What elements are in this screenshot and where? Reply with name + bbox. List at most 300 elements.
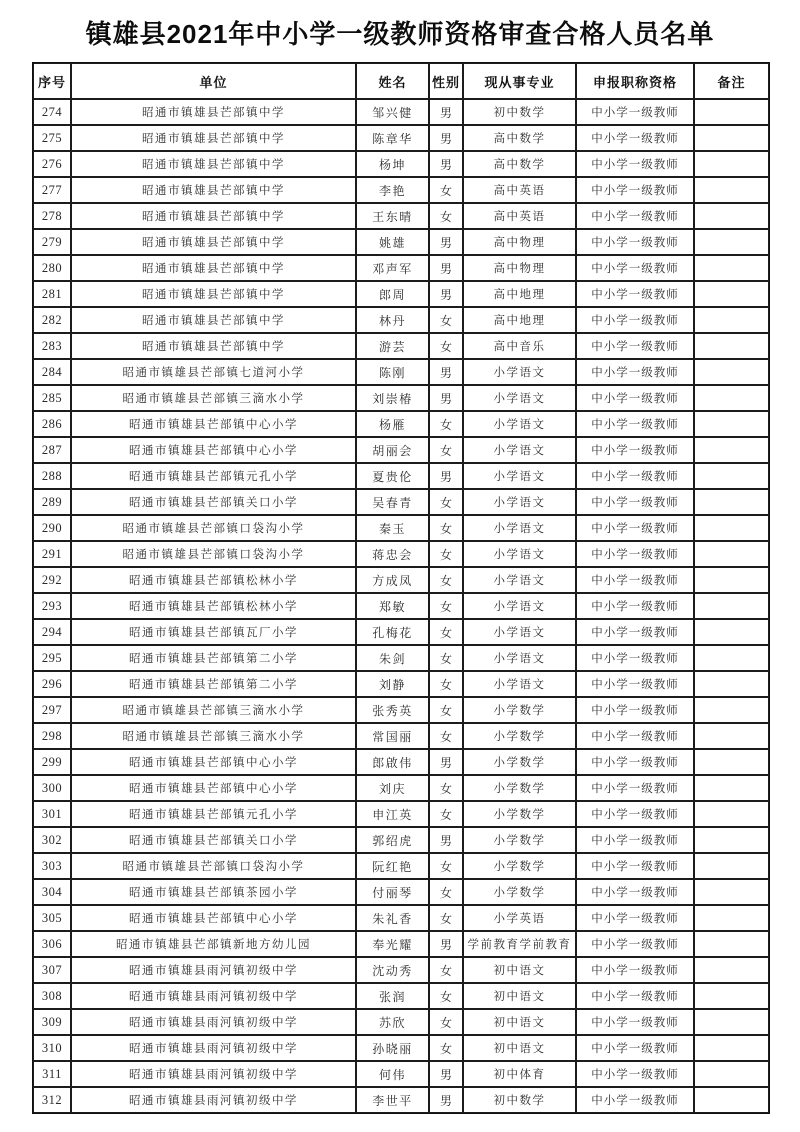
- seq-cell: 287: [33, 437, 71, 463]
- qualification-cell: 中小学一级教师: [576, 775, 694, 801]
- gender-cell: 女: [429, 515, 463, 541]
- page-title: 镇雄县2021年中小学一级教师资格审查合格人员名单: [85, 19, 715, 49]
- column-header-seq: 序号: [33, 63, 71, 99]
- gender-cell: 女: [429, 879, 463, 905]
- specialty-cell: 初中语文: [463, 1035, 576, 1061]
- name-cell: 郑敏: [356, 593, 429, 619]
- seq-cell: 311: [33, 1061, 71, 1087]
- seq-cell: 286: [33, 411, 71, 437]
- name-cell: 常国丽: [356, 723, 429, 749]
- name-cell: 夏贵伦: [356, 463, 429, 489]
- qualification-cell: 中小学一级教师: [576, 463, 694, 489]
- table-row: [33, 99, 769, 125]
- gender-cell: 男: [429, 385, 463, 411]
- column-header-remark: 备注: [694, 63, 769, 99]
- name-cell: 邓声军: [356, 255, 429, 281]
- qualification-cell: 中小学一级教师: [576, 567, 694, 593]
- remark-cell: [694, 931, 769, 957]
- remark-cell: [694, 489, 769, 515]
- qualification-cell: 中小学一级教师: [576, 645, 694, 671]
- gender-cell: 女: [429, 333, 463, 359]
- seq-cell: 283: [33, 333, 71, 359]
- specialty-cell: 小学语文: [463, 359, 576, 385]
- qualification-cell: 中小学一级教师: [576, 983, 694, 1009]
- gender-cell: 女: [429, 307, 463, 333]
- seq-cell: 297: [33, 697, 71, 723]
- qualification-cell: 中小学一级教师: [576, 229, 694, 255]
- unit-cell: 昭通市镇雄县芒部镇中心小学: [71, 905, 356, 931]
- qualification-cell: 中小学一级教师: [576, 905, 694, 931]
- unit-cell: 昭通市镇雄县雨河镇初级中学: [71, 1009, 356, 1035]
- name-cell: 刘崇椿: [356, 385, 429, 411]
- unit-cell: 昭通市镇雄县芒部镇中学: [71, 177, 356, 203]
- table-row: [33, 151, 769, 177]
- gender-cell: 女: [429, 541, 463, 567]
- specialty-cell: 初中数学: [463, 1087, 576, 1113]
- qualification-cell: 中小学一级教师: [576, 177, 694, 203]
- gender-cell: 女: [429, 203, 463, 229]
- remark-cell: [694, 1035, 769, 1061]
- gender-cell: 女: [429, 853, 463, 879]
- remark-cell: [694, 983, 769, 1009]
- table-row: [33, 905, 769, 931]
- seq-cell: 279: [33, 229, 71, 255]
- gender-cell: 男: [429, 827, 463, 853]
- seq-cell: 303: [33, 853, 71, 879]
- specialty-cell: 高中物理: [463, 229, 576, 255]
- gender-cell: 男: [429, 1061, 463, 1087]
- qualification-cell: 中小学一级教师: [576, 1087, 694, 1113]
- name-cell: 孙晓丽: [356, 1035, 429, 1061]
- unit-cell: 昭通市镇雄县芒部镇中心小学: [71, 437, 356, 463]
- name-cell: 朱礼香: [356, 905, 429, 931]
- name-cell: 何伟: [356, 1061, 429, 1087]
- specialty-cell: 小学语文: [463, 619, 576, 645]
- specialty-cell: 小学语文: [463, 567, 576, 593]
- name-cell: 陈刚: [356, 359, 429, 385]
- unit-cell: 昭通市镇雄县芒部镇松林小学: [71, 567, 356, 593]
- qualification-cell: 中小学一级教师: [576, 307, 694, 333]
- table-row: [33, 125, 769, 151]
- gender-cell: 女: [429, 723, 463, 749]
- unit-cell: 昭通市镇雄县芒部镇松林小学: [71, 593, 356, 619]
- name-cell: 李艳: [356, 177, 429, 203]
- name-cell: 张秀英: [356, 697, 429, 723]
- name-cell: 方成凤: [356, 567, 429, 593]
- unit-cell: 昭通市镇雄县雨河镇初级中学: [71, 1061, 356, 1087]
- table-row: [33, 879, 769, 905]
- table-row: [33, 203, 769, 229]
- qualification-cell: 中小学一级教师: [576, 281, 694, 307]
- gender-cell: 女: [429, 957, 463, 983]
- table-row: [33, 1061, 769, 1087]
- table-row: [33, 359, 769, 385]
- unit-cell: 昭通市镇雄县芒部镇三滴水小学: [71, 385, 356, 411]
- unit-cell: 昭通市镇雄县雨河镇初级中学: [71, 1087, 356, 1113]
- qualification-cell: 中小学一级教师: [576, 125, 694, 151]
- qualification-cell: 中小学一级教师: [576, 385, 694, 411]
- qualification-cell: 中小学一级教师: [576, 723, 694, 749]
- remark-cell: [694, 853, 769, 879]
- gender-cell: 男: [429, 255, 463, 281]
- specialty-cell: 小学数学: [463, 775, 576, 801]
- seq-cell: 306: [33, 931, 71, 957]
- specialty-cell: 高中数学: [463, 125, 576, 151]
- table-row: [33, 437, 769, 463]
- unit-cell: 昭通市镇雄县芒部镇关口小学: [71, 827, 356, 853]
- table-row: [33, 541, 769, 567]
- remark-cell: [694, 255, 769, 281]
- name-cell: 陈章华: [356, 125, 429, 151]
- remark-cell: [694, 99, 769, 125]
- gender-cell: 男: [429, 229, 463, 255]
- gender-cell: 男: [429, 125, 463, 151]
- gender-cell: 男: [429, 1087, 463, 1113]
- seq-cell: 304: [33, 879, 71, 905]
- specialty-cell: 小学语文: [463, 645, 576, 671]
- table-row: [33, 983, 769, 1009]
- unit-cell: 昭通市镇雄县芒部镇中学: [71, 151, 356, 177]
- unit-cell: 昭通市镇雄县芒部镇第二小学: [71, 645, 356, 671]
- table-row: [33, 645, 769, 671]
- remark-cell: [694, 645, 769, 671]
- specialty-cell: 小学语文: [463, 385, 576, 411]
- specialty-cell: 高中地理: [463, 307, 576, 333]
- specialty-cell: 小学语文: [463, 437, 576, 463]
- remark-cell: [694, 723, 769, 749]
- unit-cell: 昭通市镇雄县芒部镇关口小学: [71, 489, 356, 515]
- table-row: [33, 255, 769, 281]
- name-cell: 李世平: [356, 1087, 429, 1113]
- gender-cell: 女: [429, 567, 463, 593]
- qualification-cell: 中小学一级教师: [576, 827, 694, 853]
- remark-cell: [694, 515, 769, 541]
- seq-cell: 282: [33, 307, 71, 333]
- column-header-qualification: 申报职称资格: [576, 63, 694, 99]
- specialty-cell: 小学数学: [463, 853, 576, 879]
- remark-cell: [694, 1087, 769, 1113]
- qualification-cell: 中小学一级教师: [576, 411, 694, 437]
- gender-cell: 女: [429, 1035, 463, 1061]
- column-header-specialty: 现从事专业: [463, 63, 576, 99]
- seq-cell: 284: [33, 359, 71, 385]
- qualification-cell: 中小学一级教师: [576, 1035, 694, 1061]
- remark-cell: [694, 801, 769, 827]
- qualification-cell: 中小学一级教师: [576, 333, 694, 359]
- seq-cell: 280: [33, 255, 71, 281]
- gender-cell: 男: [429, 931, 463, 957]
- remark-cell: [694, 593, 769, 619]
- gender-cell: 女: [429, 619, 463, 645]
- specialty-cell: 小学英语: [463, 905, 576, 931]
- column-header-name: 姓名: [356, 63, 429, 99]
- gender-cell: 女: [429, 801, 463, 827]
- specialty-cell: 小学语文: [463, 411, 576, 437]
- name-cell: 胡丽会: [356, 437, 429, 463]
- unit-cell: 昭通市镇雄县雨河镇初级中学: [71, 1035, 356, 1061]
- remark-cell: [694, 177, 769, 203]
- name-cell: 奉光耀: [356, 931, 429, 957]
- table-row: [33, 489, 769, 515]
- unit-cell: 昭通市镇雄县芒部镇中学: [71, 255, 356, 281]
- remark-cell: [694, 541, 769, 567]
- seq-cell: 296: [33, 671, 71, 697]
- seq-cell: 278: [33, 203, 71, 229]
- table-row: [33, 619, 769, 645]
- seq-cell: 310: [33, 1035, 71, 1061]
- name-cell: 秦玉: [356, 515, 429, 541]
- remark-cell: [694, 203, 769, 229]
- specialty-cell: 小学数学: [463, 879, 576, 905]
- name-cell: 游芸: [356, 333, 429, 359]
- gender-cell: 男: [429, 463, 463, 489]
- name-cell: 王东晴: [356, 203, 429, 229]
- specialty-cell: 初中体育: [463, 1061, 576, 1087]
- qualification-cell: 中小学一级教师: [576, 749, 694, 775]
- name-cell: 林丹: [356, 307, 429, 333]
- qualification-cell: 中小学一级教师: [576, 151, 694, 177]
- specialty-cell: 小学语文: [463, 593, 576, 619]
- name-cell: 沈动秀: [356, 957, 429, 983]
- gender-cell: 女: [429, 411, 463, 437]
- remark-cell: [694, 385, 769, 411]
- remark-cell: [694, 619, 769, 645]
- specialty-cell: 小学数学: [463, 827, 576, 853]
- unit-cell: 昭通市镇雄县芒部镇元孔小学: [71, 463, 356, 489]
- specialty-cell: 高中数学: [463, 151, 576, 177]
- qualification-cell: 中小学一级教师: [576, 203, 694, 229]
- table-row: [33, 593, 769, 619]
- qualified-personnel-table: [32, 62, 770, 1114]
- table-row: [33, 177, 769, 203]
- table-row: [33, 333, 769, 359]
- qualification-cell: 中小学一级教师: [576, 619, 694, 645]
- remark-cell: [694, 463, 769, 489]
- qualification-cell: 中小学一级教师: [576, 671, 694, 697]
- table-row: [33, 749, 769, 775]
- table-row: [33, 697, 769, 723]
- remark-cell: [694, 307, 769, 333]
- unit-cell: 昭通市镇雄县芒部镇口袋沟小学: [71, 515, 356, 541]
- gender-cell: 男: [429, 151, 463, 177]
- remark-cell: [694, 333, 769, 359]
- unit-cell: 昭通市镇雄县芒部镇中学: [71, 99, 356, 125]
- qualification-cell: 中小学一级教师: [576, 879, 694, 905]
- specialty-cell: 初中数学: [463, 99, 576, 125]
- qualification-cell: 中小学一级教师: [576, 853, 694, 879]
- qualification-cell: 中小学一级教师: [576, 957, 694, 983]
- specialty-cell: 小学语文: [463, 671, 576, 697]
- table-row: [33, 1087, 769, 1113]
- name-cell: 吴春青: [356, 489, 429, 515]
- specialty-cell: 小学语文: [463, 489, 576, 515]
- remark-cell: [694, 1061, 769, 1087]
- seq-cell: 301: [33, 801, 71, 827]
- seq-cell: 305: [33, 905, 71, 931]
- name-cell: 阮红艳: [356, 853, 429, 879]
- remark-cell: [694, 905, 769, 931]
- seq-cell: 289: [33, 489, 71, 515]
- remark-cell: [694, 151, 769, 177]
- name-cell: 刘庆: [356, 775, 429, 801]
- table-row: [33, 515, 769, 541]
- unit-cell: 昭通市镇雄县芒部镇瓦厂小学: [71, 619, 356, 645]
- unit-cell: 昭通市镇雄县雨河镇初级中学: [71, 983, 356, 1009]
- specialty-cell: 小学语文: [463, 515, 576, 541]
- table-row: [33, 801, 769, 827]
- table-row: [33, 281, 769, 307]
- specialty-cell: 初中语文: [463, 1009, 576, 1035]
- qualification-cell: 中小学一级教师: [576, 437, 694, 463]
- table-header-row: [33, 63, 769, 99]
- remark-cell: [694, 437, 769, 463]
- remark-cell: [694, 281, 769, 307]
- specialty-cell: 初中语文: [463, 957, 576, 983]
- gender-cell: 女: [429, 1009, 463, 1035]
- qualification-cell: 中小学一级教师: [576, 99, 694, 125]
- qualification-cell: 中小学一级教师: [576, 489, 694, 515]
- name-cell: 苏欣: [356, 1009, 429, 1035]
- column-header-unit: 单位: [71, 63, 356, 99]
- seq-cell: 294: [33, 619, 71, 645]
- seq-cell: 299: [33, 749, 71, 775]
- remark-cell: [694, 1009, 769, 1035]
- remark-cell: [694, 567, 769, 593]
- seq-cell: 276: [33, 151, 71, 177]
- seq-cell: 285: [33, 385, 71, 411]
- gender-cell: 女: [429, 593, 463, 619]
- gender-cell: 女: [429, 671, 463, 697]
- specialty-cell: 小学数学: [463, 697, 576, 723]
- name-cell: 蒋忠会: [356, 541, 429, 567]
- specialty-cell: 小学数学: [463, 723, 576, 749]
- table-row: [33, 1035, 769, 1061]
- specialty-cell: 小学数学: [463, 801, 576, 827]
- name-cell: 刘静: [356, 671, 429, 697]
- gender-cell: 男: [429, 99, 463, 125]
- seq-cell: 291: [33, 541, 71, 567]
- specialty-cell: 高中英语: [463, 203, 576, 229]
- remark-cell: [694, 229, 769, 255]
- unit-cell: 昭通市镇雄县芒部镇中学: [71, 203, 356, 229]
- name-cell: 姚雄: [356, 229, 429, 255]
- qualification-cell: 中小学一级教师: [576, 515, 694, 541]
- unit-cell: 昭通市镇雄县芒部镇第二小学: [71, 671, 356, 697]
- seq-cell: 277: [33, 177, 71, 203]
- gender-cell: 女: [429, 645, 463, 671]
- gender-cell: 男: [429, 359, 463, 385]
- seq-cell: 302: [33, 827, 71, 853]
- gender-cell: 女: [429, 983, 463, 1009]
- remark-cell: [694, 125, 769, 151]
- seq-cell: 274: [33, 99, 71, 125]
- gender-cell: 男: [429, 281, 463, 307]
- qualification-cell: 中小学一级教师: [576, 1009, 694, 1035]
- name-cell: 付丽琴: [356, 879, 429, 905]
- specialty-cell: 小学语文: [463, 541, 576, 567]
- table-row: [33, 567, 769, 593]
- gender-cell: 女: [429, 177, 463, 203]
- table-row: [33, 827, 769, 853]
- qualification-cell: 中小学一级教师: [576, 593, 694, 619]
- unit-cell: 昭通市镇雄县芒部镇中学: [71, 307, 356, 333]
- table-row: [33, 385, 769, 411]
- gender-cell: 女: [429, 775, 463, 801]
- unit-cell: 昭通市镇雄县芒部镇中学: [71, 333, 356, 359]
- seq-cell: 298: [33, 723, 71, 749]
- gender-cell: 女: [429, 437, 463, 463]
- qualification-cell: 中小学一级教师: [576, 697, 694, 723]
- seq-cell: 312: [33, 1087, 71, 1113]
- unit-cell: 昭通市镇雄县芒部镇口袋沟小学: [71, 541, 356, 567]
- unit-cell: 昭通市镇雄县芒部镇三滴水小学: [71, 697, 356, 723]
- name-cell: 申江英: [356, 801, 429, 827]
- table-row: [33, 411, 769, 437]
- qualification-cell: 中小学一级教师: [576, 359, 694, 385]
- table-row: [33, 671, 769, 697]
- remark-cell: [694, 359, 769, 385]
- name-cell: 邹兴健: [356, 99, 429, 125]
- unit-cell: 昭通市镇雄县芒部镇口袋沟小学: [71, 853, 356, 879]
- unit-cell: 昭通市镇雄县芒部镇中心小学: [71, 749, 356, 775]
- unit-cell: 昭通市镇雄县芒部镇元孔小学: [71, 801, 356, 827]
- unit-cell: 昭通市镇雄县芒部镇中心小学: [71, 411, 356, 437]
- qualification-cell: 中小学一级教师: [576, 931, 694, 957]
- qualification-cell: 中小学一级教师: [576, 255, 694, 281]
- remark-cell: [694, 827, 769, 853]
- unit-cell: 昭通市镇雄县芒部镇中心小学: [71, 775, 356, 801]
- unit-cell: 昭通市镇雄县芒部镇中学: [71, 281, 356, 307]
- table-body: [33, 99, 769, 1113]
- name-cell: 郎周: [356, 281, 429, 307]
- gender-cell: 男: [429, 749, 463, 775]
- table-row: [33, 723, 769, 749]
- table-row: [33, 1009, 769, 1035]
- seq-cell: 293: [33, 593, 71, 619]
- seq-cell: 307: [33, 957, 71, 983]
- name-cell: 杨坤: [356, 151, 429, 177]
- remark-cell: [694, 697, 769, 723]
- table-row: [33, 463, 769, 489]
- remark-cell: [694, 879, 769, 905]
- table-row: [33, 307, 769, 333]
- qualification-cell: 中小学一级教师: [576, 801, 694, 827]
- table-row: [33, 229, 769, 255]
- seq-cell: 300: [33, 775, 71, 801]
- specialty-cell: 高中地理: [463, 281, 576, 307]
- specialty-cell: 高中物理: [463, 255, 576, 281]
- unit-cell: 昭通市镇雄县芒部镇三滴水小学: [71, 723, 356, 749]
- unit-cell: 昭通市镇雄县芒部镇新地方幼儿园: [71, 931, 356, 957]
- specialty-cell: 初中语文: [463, 983, 576, 1009]
- remark-cell: [694, 775, 769, 801]
- table-row: [33, 931, 769, 957]
- table-row: [33, 957, 769, 983]
- specialty-cell: 学前教育学前教育: [463, 931, 576, 957]
- specialty-cell: 高中音乐: [463, 333, 576, 359]
- remark-cell: [694, 957, 769, 983]
- gender-cell: 女: [429, 905, 463, 931]
- table-row: [33, 775, 769, 801]
- unit-cell: 昭通市镇雄县芒部镇中学: [71, 229, 356, 255]
- unit-cell: 昭通市镇雄县芒部镇七道河小学: [71, 359, 356, 385]
- seq-cell: 288: [33, 463, 71, 489]
- qualification-cell: 中小学一级教师: [576, 1061, 694, 1087]
- column-header-gender: 性别: [429, 63, 463, 99]
- name-cell: 郭绍虎: [356, 827, 429, 853]
- seq-cell: 275: [33, 125, 71, 151]
- name-cell: 孔梅花: [356, 619, 429, 645]
